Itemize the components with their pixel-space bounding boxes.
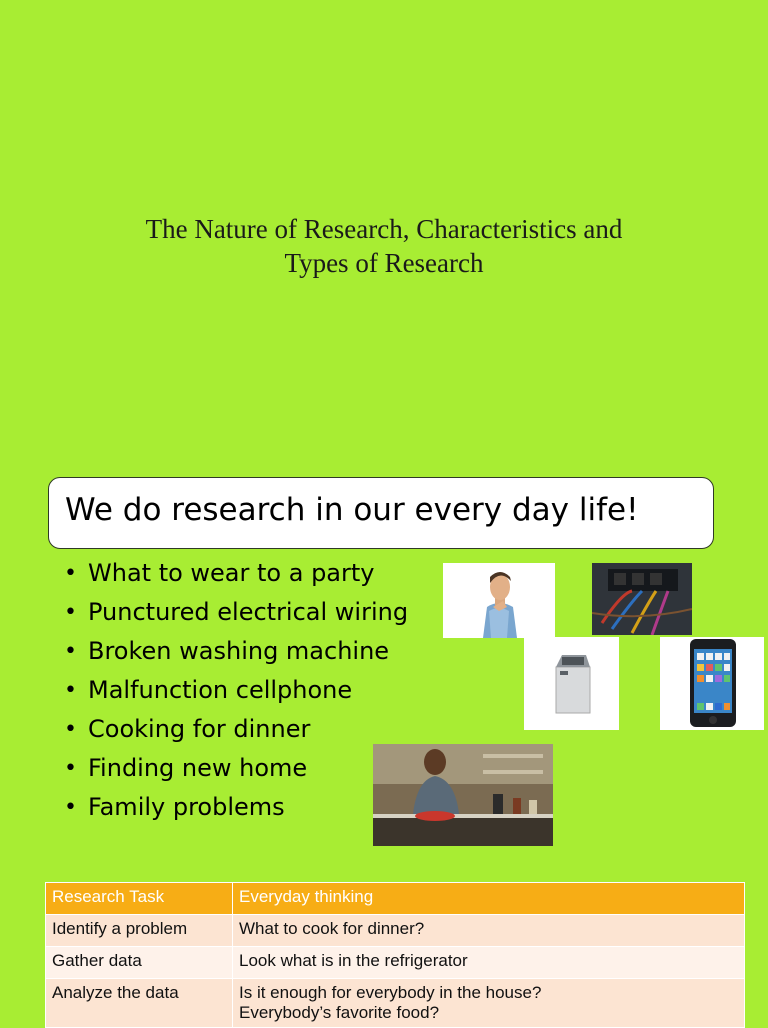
table-cell-line: Everybody’s favorite food?: [239, 1003, 440, 1022]
bullet-text: Finding new home: [88, 754, 308, 782]
headline-box: [48, 477, 714, 549]
table-cell-line: Is it enough for everybody in the house?: [239, 983, 542, 1002]
table-row: [46, 979, 745, 1028]
table-cell: Identify a problem: [46, 915, 233, 947]
list-item: [64, 788, 408, 827]
bullet-icon: •: [64, 561, 77, 586]
bullet-icon: •: [64, 639, 77, 664]
bullet-icon: •: [64, 717, 77, 742]
table-cell: Gather data: [46, 947, 233, 979]
thinking-man-photo: [443, 563, 555, 638]
slide-title-line-1: The Nature of Research, Characteristics and: [145, 214, 623, 244]
table-cell: [233, 979, 745, 1028]
table-cell: Look what is in the refrigerator: [233, 947, 745, 979]
bullet-icon: •: [64, 795, 77, 820]
table-row: [46, 947, 745, 979]
washing-machine-photo: [524, 637, 619, 730]
list-item: [64, 593, 408, 632]
column-header: Research Task: [46, 883, 233, 915]
list-item: [64, 554, 408, 593]
table-cell: Analyze the data: [46, 979, 233, 1028]
column-header: Everyday thinking: [233, 883, 745, 915]
bullet-text: Family problems: [88, 793, 285, 821]
table-cell: What to cook for dinner?: [233, 915, 745, 947]
list-item: [64, 632, 408, 671]
bullet-list: [64, 554, 408, 827]
list-item: [64, 710, 408, 749]
electrical-wiring-photo: [592, 563, 692, 635]
research-task-table: [45, 882, 745, 1028]
list-item: [64, 749, 408, 788]
table-header-row: [46, 883, 745, 915]
slide-title: [0, 212, 768, 280]
bullet-icon: •: [64, 600, 77, 625]
bullet-text: Malfunction cellphone: [88, 676, 353, 704]
man-cooking-photo: [373, 744, 553, 846]
bullet-text: Punctured electrical wiring: [88, 598, 409, 626]
bullet-text: Cooking for dinner: [88, 715, 311, 743]
bullet-text: Broken washing machine: [88, 637, 390, 665]
slide-title-line-2: Types of Research: [284, 248, 484, 278]
list-item: [64, 671, 408, 710]
bullet-icon: •: [64, 756, 77, 781]
smartphone-photo: [660, 637, 764, 730]
headline-text: We do research in our every day life!: [65, 492, 639, 528]
bullet-icon: •: [64, 678, 77, 703]
bullet-text: What to wear to a party: [88, 559, 375, 587]
table-row: [46, 915, 745, 947]
